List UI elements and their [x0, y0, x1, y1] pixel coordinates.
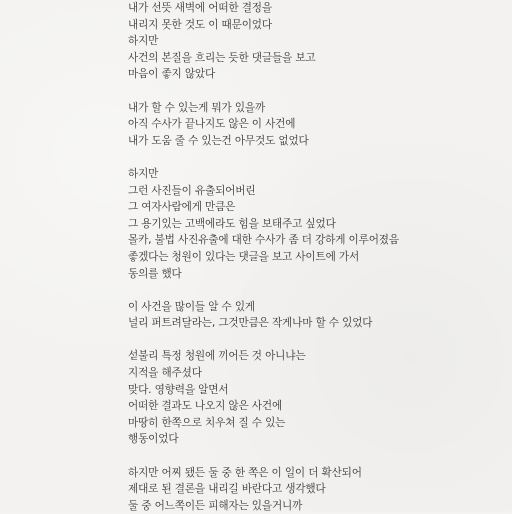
- text-line: 마땅히 한쪽으로 치우쳐 질 수 있는: [128, 416, 286, 429]
- text-line: 섣불리 특정 청원에 끼어든 것 아니냐는: [128, 350, 306, 363]
- paragraph: [128, 299, 508, 332]
- text-line: 둘 중 어느쪽이든 피해자는 있을거니까: [128, 499, 303, 512]
- text-line: 동의를 했다: [128, 267, 182, 280]
- text-line: 좋겠다는 청원이 있다는 댓글을 보고 사이트에 가서: [128, 250, 360, 263]
- text-line: 내가 할 수 있는게 뭐가 있을까: [128, 101, 266, 114]
- paragraph-gap: [128, 149, 508, 166]
- paragraph-gap: [128, 448, 508, 465]
- text-line: 행동이었다: [128, 433, 179, 446]
- text-line: 마음이 좋지 않았다: [128, 68, 216, 81]
- paragraph: [128, 0, 508, 83]
- paragraph: [128, 100, 508, 150]
- note-text: [128, 0, 508, 514]
- text-line: 이 사건을 많이들 알 수 있게: [128, 300, 256, 313]
- text-line: 하지만: [128, 167, 159, 180]
- paragraph-gap: [128, 83, 508, 100]
- text-line: 사건의 본질을 흐리는 듯한 댓글들을 보고: [128, 51, 316, 64]
- text-line: 내가 선뜻 새벽에 어떠한 결정을: [128, 2, 272, 14]
- text-line: 내가 도움 줄 수 있는건 아무것도 없었다: [128, 134, 309, 147]
- text-line: 맞다. 영향력을 알면서: [128, 383, 229, 396]
- text-line: 널리 퍼트려달라는, 그것만큼은 작게나마 할 수 있었다: [128, 317, 373, 330]
- text-line: 그런 사진들이 유출되어버린: [128, 184, 256, 197]
- paragraph-gap: [128, 332, 508, 349]
- text-line: 하지만: [128, 35, 159, 48]
- paragraph: [128, 166, 508, 282]
- text-line: 그 용기있는 고백에라도 힘을 보태주고 싶었다: [128, 217, 336, 230]
- text-line: 어떠한 결과도 나오지 않은 사건에: [128, 400, 283, 413]
- text-line: 내리지 못한 것도 이 때문이었다: [128, 18, 272, 31]
- text-line: 제대로 된 결론을 내리길 바란다고 생각했다: [128, 483, 326, 496]
- text-line: 몰카, 불법 사진유출에 대한 수사가 좀 더 강하게 이루어졌음: [128, 234, 399, 247]
- paragraph: [128, 348, 508, 448]
- text-line: 하지만 어찌 됐든 둘 중 한 쪽은 이 일이 더 확산되어: [128, 466, 362, 479]
- paragraph-gap: [128, 282, 508, 299]
- text-line: 아직 수사가 끝나지도 않은 이 사건에: [128, 118, 296, 131]
- text-line: 그 여자사람에게 만큼은: [128, 201, 236, 214]
- paragraph: [128, 465, 508, 514]
- text-line: 지적을 해주셨다: [128, 367, 202, 380]
